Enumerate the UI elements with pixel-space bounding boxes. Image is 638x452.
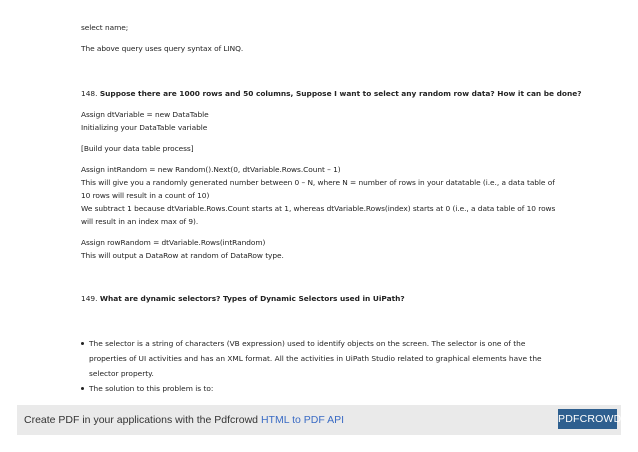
- bullet-line: The selector is a string of characters (VB expression) used to identify objects on the screen. The selector is one of the: [89, 339, 526, 348]
- answer-148-explain-3: We subtract 1 because dtVariable.Rows.Count starts at 1, whereas dtVariable.Rows(index) starts at 0 (i.e., a data table of 10 rows: [81, 204, 556, 213]
- question-149-number: 149.: [81, 294, 98, 303]
- answer-148-assign-random: Assign intRandom = new Random().Next(0, dtVariable.Rows.Count – 1): [81, 165, 341, 174]
- bullet-dot-icon: [81, 387, 84, 390]
- footer-text: [24, 414, 344, 426]
- answer-148-assign-datatable: Assign dtVariable = new DataTable: [81, 110, 209, 119]
- answer-148-explain-2: 10 rows will result in a count of 10): [81, 191, 210, 200]
- pdfcrowd-button[interactable]: PDFCROWD: [558, 409, 617, 429]
- question-149: [81, 292, 405, 305]
- bullet-item: [81, 381, 561, 396]
- bullet-line: properties of UI activities and has an XML format. All the activities in UiPath Studio related to graphical elements have the: [89, 354, 542, 363]
- pdfcrowd-footer-banner: [17, 405, 621, 435]
- question-148-number: 148.: [81, 89, 98, 98]
- answer-148-build: [Build your data table process]: [81, 144, 194, 153]
- answer-148-block-2: [81, 163, 561, 228]
- question-149-text: What are dynamic selectors? Types of Dynamic Selectors used in UiPath?: [99, 294, 405, 303]
- bullet-dot-icon: [81, 342, 84, 345]
- answer-148-explain-1: This will give you a randomly generated number between 0 – N, where N = number of rows in your datatable (i.e., a data table of: [81, 178, 555, 187]
- answer-148-assign-row: Assign rowRandom = dtVariable.Rows(intRandom): [81, 238, 266, 247]
- html-to-pdf-api-link[interactable]: HTML to PDF API: [260, 414, 344, 426]
- answer-148-explain-4: will result in an index max of 9).: [81, 217, 199, 226]
- intro-line-linq: The above query uses query syntax of LINQ.: [81, 44, 244, 53]
- bullet-line: selector property.: [89, 369, 154, 378]
- bullet-item: [81, 336, 561, 381]
- question-148-text: Suppose there are 1000 rows and 50 columns, Suppose I want to select any random row data? How it can be done?: [99, 89, 582, 98]
- answer-148-assign-datatable-note: Initializing your DataTable variable: [81, 123, 208, 132]
- footer-message: Create PDF in your applications with the Pdfcrowd: [24, 414, 259, 426]
- question-148: [81, 87, 582, 100]
- answer-148-block-3: [81, 236, 561, 262]
- bullet-line: The solution to this problem is to:: [89, 384, 214, 393]
- answer-148-assign-row-note: This will output a DataRow at random of DataRow type.: [81, 251, 284, 260]
- answer-149-bullet-list: [81, 336, 561, 396]
- answer-148-block-1: [81, 108, 561, 134]
- intro-line-select: select name;: [81, 23, 129, 32]
